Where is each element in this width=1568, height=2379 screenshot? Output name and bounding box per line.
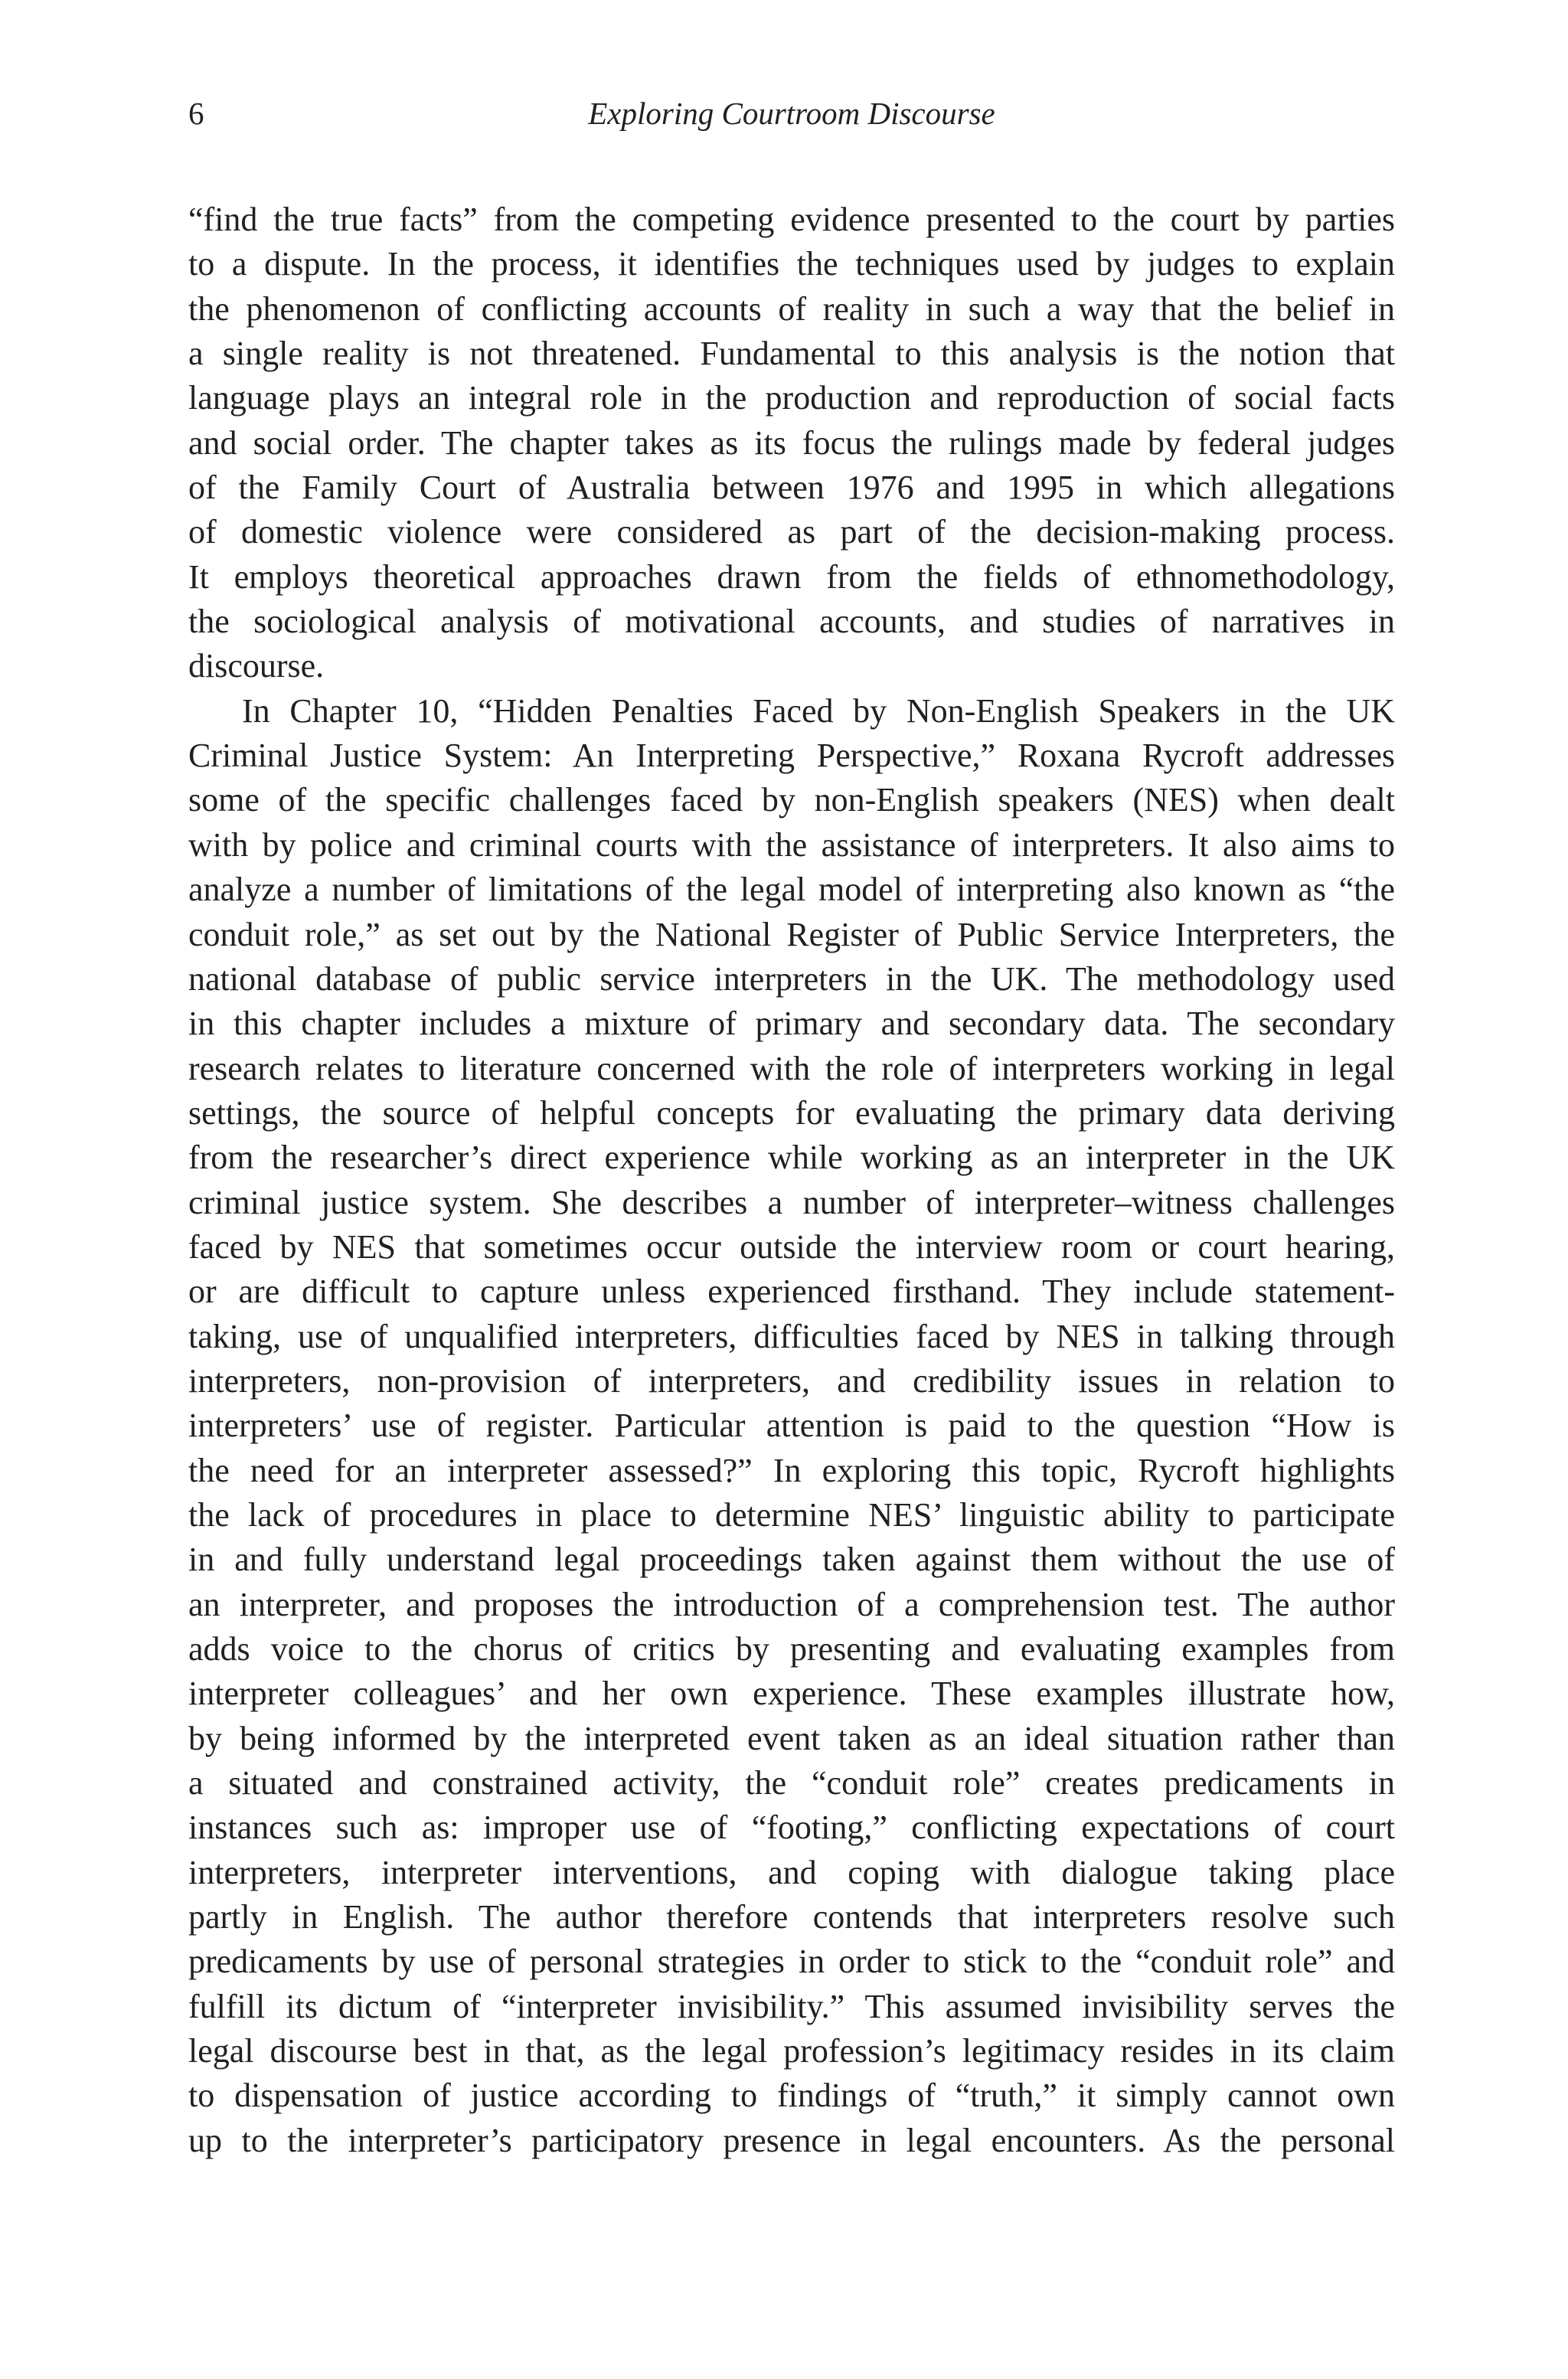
text-line: predicaments by use of personal strategies in order to stick to the “conduit role” and (188, 1943, 1395, 1981)
text-line: by being informed by the interpreted event taken as an ideal situation rather than (188, 1719, 1395, 1757)
text-line: instances such as: improper use of “footing,” conflicting expectations of court (188, 1809, 1395, 1847)
text-line: interpreter colleagues’ and her own experience. These examples illustrate how, (188, 1675, 1395, 1713)
text-line: language plays an integral role in the production and reproduction of social facts (188, 379, 1395, 417)
running-title: Exploring Courtroom Discourse (588, 96, 995, 131)
text-line: legal discourse best in that, as the legal profession’s legitimacy resides in its claim (188, 2032, 1395, 2070)
text-line: a single reality is not threatened. Fundamental to this analysis is the notion that (188, 335, 1395, 373)
text-line: to dispensation of justice according to findings of “truth,” it simply cannot own (188, 2077, 1395, 2115)
text-line: partly in English. The author therefore contends that interpreters resolve such (188, 1898, 1395, 1936)
text-line: and social order. The chapter takes as its focus the rulings made by federal judges (188, 423, 1395, 462)
text-line: the phenomenon of conflicting accounts of reality in such a way that the belief in (188, 289, 1395, 328)
text-line: with by police and criminal courts with the assistance of interpreters. It also aims to (188, 825, 1395, 864)
text-line: of the Family Court of Australia between 1976 and 1995 in which allegations (188, 469, 1395, 507)
text-line: It employs theoretical approaches drawn from the fields of ethnomethodology, (188, 557, 1395, 596)
text-line: settings, the source of helpful concepts for evaluating the primary data deriving (188, 1093, 1395, 1132)
text-line: Criminal Justice System: An Interpreting Perspective,” Roxana Rycroft addresses (188, 737, 1395, 775)
text-line: the sociological analysis of motivational accounts, and studies of narratives in (188, 603, 1395, 641)
text-line: interpreters, interpreter interventions, and coping with dialogue taking place (188, 1853, 1395, 1891)
text-line: interpreters’ use of register. Particular attention is paid to the question “How is (188, 1407, 1395, 1445)
text-line: from the researcher’s direct experience while working as an interpreter in the UK (188, 1139, 1395, 1177)
text-line: criminal justice system. She describes a number of interpreter–witness challenges (188, 1183, 1395, 1221)
text-line: the need for an interpreter assessed?” In exploring this topic, Rycroft highlights (188, 1451, 1395, 1489)
text-line: conduit role,” as set out by the National Register of Public Service Interpreters, the (188, 915, 1395, 953)
text-line: or are difficult to capture unless experienced firsthand. They include statement- (188, 1273, 1395, 1311)
text-line: adds voice to the chorus of critics by presenting and evaluating examples from (188, 1630, 1395, 1668)
text-line: a situated and constrained activity, the “conduit role” creates predicaments in (188, 1764, 1395, 1802)
text-line: interpreters, non-provision of interpreters, and credibility issues in relation to (188, 1361, 1395, 1400)
text-line: “find the true facts” from the competing evidence presented to the court by parties (188, 201, 1395, 238)
text-line: the lack of procedures in place to determine NES’ linguistic ability to participate (188, 1495, 1395, 1534)
running-head (188, 90, 1395, 136)
text-line: of domestic violence were considered as part of the decision-making process. (188, 513, 1395, 551)
text-line: an interpreter, and proposes the introduction of a comprehension test. The author (188, 1585, 1395, 1623)
text-line: analyze a number of limitations of the legal model of interpreting also known as “the (188, 871, 1395, 909)
page-number: 6 (188, 96, 204, 131)
text-line: taking, use of unqualified interpreters, difficulties faced by NES in talking through (188, 1317, 1395, 1355)
text-line: in and fully understand legal proceedings taken against them without the use of (188, 1541, 1395, 1579)
text-line: fulfill its dictum of “interpreter invisibility.” This assumed invisibility serves the (188, 1987, 1395, 2025)
body-text (188, 198, 1395, 2163)
text-line: in this chapter includes a mixture of primary and secondary data. The secondary (188, 1005, 1395, 1043)
text-line: research relates to literature concerned with the role of interpreters working in legal (188, 1049, 1395, 1087)
paragraph-end-line: discourse. (188, 647, 325, 685)
text-line: faced by NES that sometimes occur outside the interview room or court hearing, (188, 1227, 1395, 1266)
text-line: up to the interpreter’s participatory presence in legal encounters. As the personal (188, 2121, 1395, 2159)
paragraph-start-line: In Chapter 10, “Hidden Penalties Faced by Non-English Speakers in the UK (242, 691, 1395, 730)
text-line: national database of public service interpreters in the UK. The methodology used (188, 959, 1395, 998)
text-line: some of the specific challenges faced by non-English speakers (NES) when dealt (188, 781, 1395, 819)
text-line: to a dispute. In the process, it identifies the techniques used by judges to explain (188, 245, 1395, 283)
